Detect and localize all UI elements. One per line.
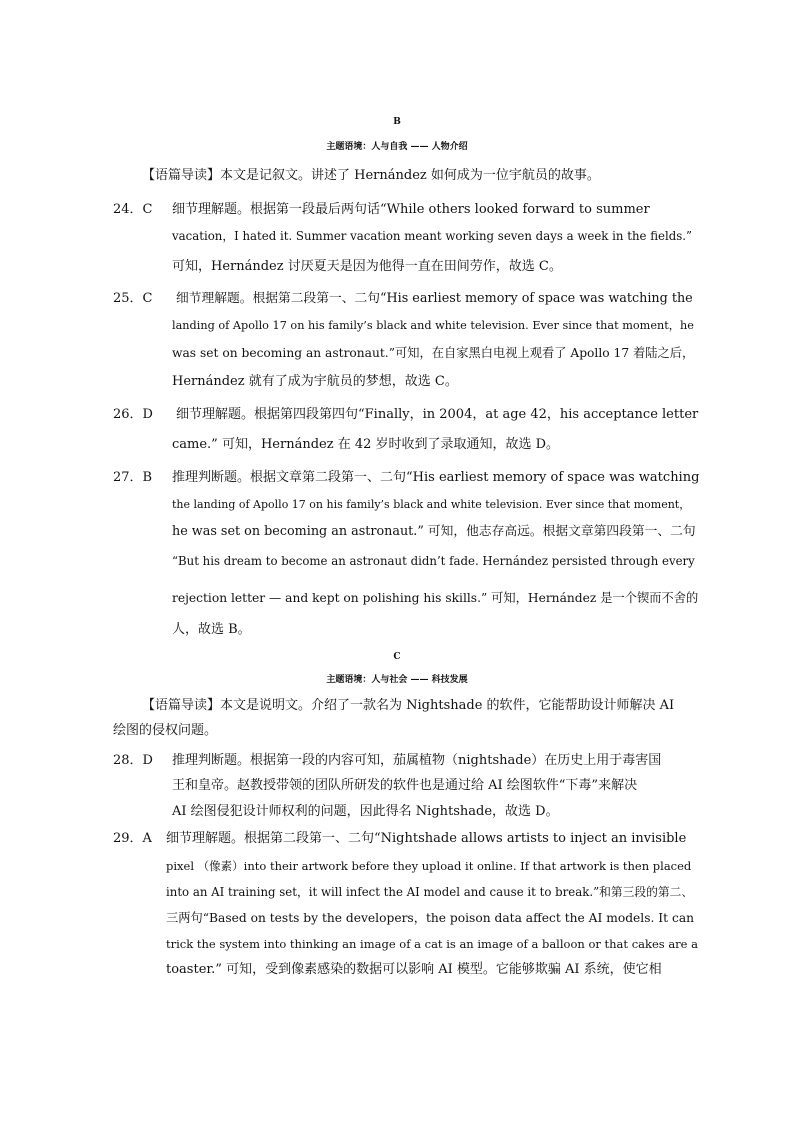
section-c-theme: 主题语境：人与社会 —— 科技发展 [326,675,468,685]
q27-number: 27．B [113,470,153,485]
q28-number: 28．D [113,753,153,768]
q28-line-3: AI 绘图侵犯设计师权利的问题，因此得名 Nightshade，故选 D。 [172,804,559,819]
q29-line-6: toaster.” 可知，受到像素感染的数据可以影响 AI 模型。它能够欺骗 AI 系统，使它相 [166,962,662,977]
q26-number: 26．D [113,407,153,422]
q29-line-1: 细节理解题。根据第二段第一、二句“Nightshade allows artists to inject an invisible [166,831,687,846]
q25-line-4: Hernández 就有了成为宇航员的梦想，故选 C。 [172,374,458,389]
section-c-intro-line-1: 【语篇导读】本文是说明文。介绍了一款名为 Nightshade 的软件，它能帮助设计师解决 AI [142,698,675,713]
q29-line-4: 三两句“Based on tests by the developers，the poison data affect the AI models. It can [166,911,695,925]
section-b-intro: 【语篇导读】本文是记叙文。讲述了 Hernández 如何成为一位宇航员的故事。 [142,168,600,183]
q26-line-2: came.” 可知，Hernández 在 42 岁时收到了录取通知，故选 D。 [172,437,560,452]
q24-line-2: vacation，I hated it. Summer vacation meant working seven days a week in the fields.” [172,229,693,243]
q29-number: 29．A [113,831,152,846]
q27-line-1: 推理判断题。根据文章第二段第一、二句“His earliest memory of space was watching [172,470,700,485]
q29-line-3: into an AI training set，it will infect the AI model and cause it to break.”和第三段的第二、 [166,885,694,899]
q24-line-3: 可知，Hernández 讨厌夏天是因为他得一直在田间劳作，故选 C。 [172,259,562,274]
section-c-intro-line-2: 绘图的侵权问题。 [113,723,218,738]
q27-line-4: “But his dream to become an astronaut didn’t fade. Hernández persisted through every [172,554,695,568]
q29-line-5: trick the system into thinking an image of a cat is an image of a balloon or that cakes are a [166,937,698,951]
section-c-title: C [393,652,401,662]
section-b-theme: 主题语境：人与自我 —— 人物介绍 [326,142,468,152]
q25-line-1: 细节理解题。根据第二段第一、二句“His earliest memory of space was watching the [176,291,693,306]
q24-line-1: 细节理解题。根据第一段最后两句话“While others looked forward to summer [172,202,650,217]
q25-line-3: was set on becoming an astronaut.”可知，在自家黑白电视上观看了 Apollo 17 着陆之后， [172,346,695,360]
q29-line-2: pixel （像素）into their artwork before they upload it online. If that artwork is then placed [166,859,692,873]
q24-number: 24．C [113,202,153,217]
q25-number: 25．C [113,291,153,306]
q28-line-2: 王和皇帝。赵教授带领的团队所研发的软件也是通过给 AI 绘图软件“下毒”来解决 [172,778,638,793]
q27-line-6: 人，故选 B。 [172,622,251,637]
section-b-title: B [393,117,401,127]
q28-line-1: 推理判断题。根据第一段的内容可知，茄属植物（nightshade）在历史上用于毒害国 [172,753,662,768]
q26-line-1: 细节理解题。根据第四段第四句“Finally，in 2004，at age 42，his acceptance letter [176,407,699,422]
q25-line-2: landing of Apollo 17 on his family’s black and white television. Ever since that moment，he [172,319,694,332]
q27-line-3: he was set on becoming an astronaut.” 可知，他志存高远。根据文章第四段第一、二句 [172,524,696,539]
q27-line-5: rejection letter — and kept on polishing his skills.” 可知，Hernández 是一个锲而不舍的 [172,591,699,605]
q27-line-2: the landing of Apollo 17 on his family’s black and white television. Ever since that moment， [172,498,691,511]
